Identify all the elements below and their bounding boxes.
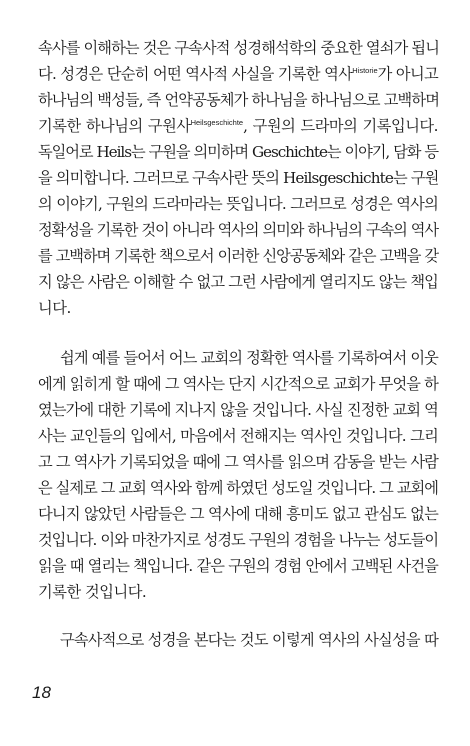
text-line: 읽을 때 열리는 책입니다. 같은 구원의 경험 안에서 고백된 사건을 [38, 557, 438, 575]
text-line: 기록한 것입니다. [38, 583, 147, 601]
text-line: 다니지 않았던 사람들은 그 역사에 대해 흥미도 없고 관심도 없는 [38, 505, 438, 523]
text-line: 를 고백하며 기록한 책으로서 이러한 신앙공동체와 같은 고백을 갖 [38, 247, 438, 265]
superscript-term: Heilsgeschichte [190, 118, 244, 127]
text-line: 사는 교인들의 입에서, 마음에서 전해지는 역사인 것입니다. 그리 [38, 427, 438, 445]
page-number: 18 [32, 683, 51, 702]
text-line: 하나님의 백성들, 즉 언약공동체가 하나님을 하나님으로 고백하며 [38, 91, 440, 109]
superscript-term: Historie [352, 66, 378, 75]
text-line: 것입니다. 이와 마찬가지로 성경도 구원의 경험을 나누는 성도들이 [38, 531, 438, 549]
text-fragment: , 구원의 드라마의 기록입니다. [243, 117, 439, 135]
text-line: 정확성을 기록한 것이 아니라 역사의 의미와 하나님의 구속의 역사 [38, 221, 438, 239]
text-line: 니다. [38, 299, 71, 317]
text-fragment: 기록한 하나님의 구원사 [38, 117, 191, 135]
text-line [38, 61, 438, 87]
text-fragment: 가 아니고 [377, 65, 438, 83]
text-line: 속사를 이해하는 것은 구속사적 성경해석학의 중요한 열쇠가 됩니 [38, 39, 440, 57]
text-line: 의 이야기, 구원의 드라마라는 뜻입니다. 그러므로 성경은 역사의 [38, 195, 438, 213]
text-line: 독일어로 Heils는 구원을 의미하며 Geschichte는 이야기, 담화 등 [38, 143, 438, 161]
text-line: 쉽게 예를 들어서 어느 교회의 정확한 역사를 기록하여서 이웃 [60, 349, 438, 367]
text-fragment: 다. 성경은 단순히 어떤 역사적 사실을 기록한 역사 [38, 65, 353, 83]
text-line: 지 않은 사람은 이해할 수 없고 그런 사람에게 열리지도 않는 책입 [38, 273, 438, 291]
text-line: 을 의미합니다. 그러므로 구속사란 뜻의 Heilsgeschichte는 구원 [38, 169, 439, 187]
text-line: 구속사적으로 성경을 본다는 것도 이렇게 역사의 사실성을 따 [60, 631, 438, 649]
text-line: 였는가에 대한 기록에 지나지 않을 것입니다. 사실 진정한 교회 역 [38, 401, 438, 419]
text-line: 고 그 역사가 기록되었을 때에 그 역사를 읽으며 감동을 받는 사람 [38, 453, 438, 471]
text-line: 에게 읽히게 할 때에 그 역사는 단지 시간적으로 교회가 무엇을 하 [38, 375, 438, 393]
text-line: 은 실제로 그 교회 역사와 함께 하였던 성도일 것입니다. 그 교회에 [38, 479, 438, 497]
text-line [38, 113, 438, 139]
